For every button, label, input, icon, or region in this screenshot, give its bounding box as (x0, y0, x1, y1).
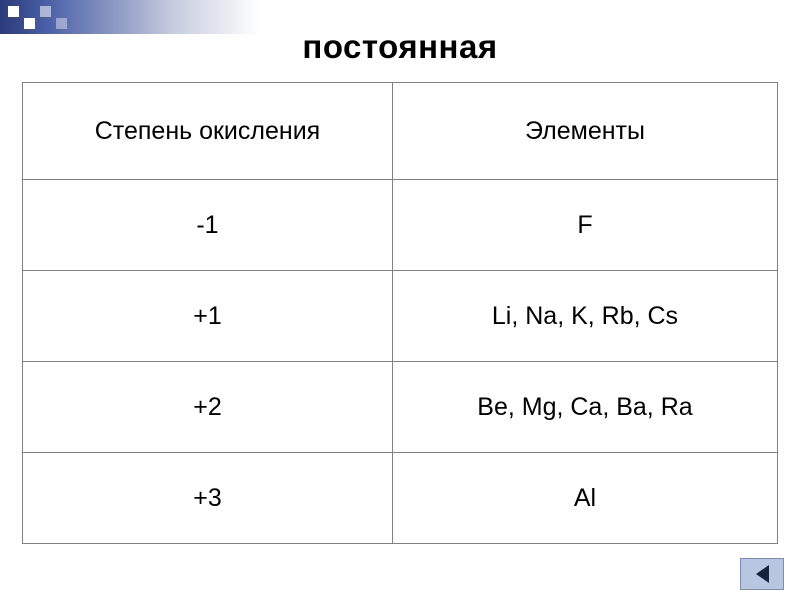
oxidation-states-table (22, 82, 778, 544)
decorative-square (8, 6, 19, 17)
cell-elements: Be, Mg, Ca, Ba, Ra (392, 362, 777, 453)
cell-oxidation-state: +2 (23, 362, 393, 453)
cell-oxidation-state: -1 (23, 180, 393, 271)
previous-slide-button[interactable] (740, 558, 784, 590)
column-header-oxidation-state: Степень окисления (23, 83, 393, 180)
cell-elements: Li, Na, K, Rb, Cs (392, 271, 777, 362)
table-header-row (23, 83, 778, 180)
table-row (23, 180, 778, 271)
table-row (23, 362, 778, 453)
page-title: постоянная (302, 28, 498, 65)
cell-elements: F (392, 180, 777, 271)
decorative-square (40, 6, 51, 17)
cell-oxidation-state: +3 (23, 453, 393, 544)
table-row (23, 271, 778, 362)
cell-elements: Al (392, 453, 777, 544)
cell-oxidation-state: +1 (23, 271, 393, 362)
triangle-left-icon (756, 565, 769, 583)
table-row (23, 453, 778, 544)
column-header-elements: Элементы (392, 83, 777, 180)
